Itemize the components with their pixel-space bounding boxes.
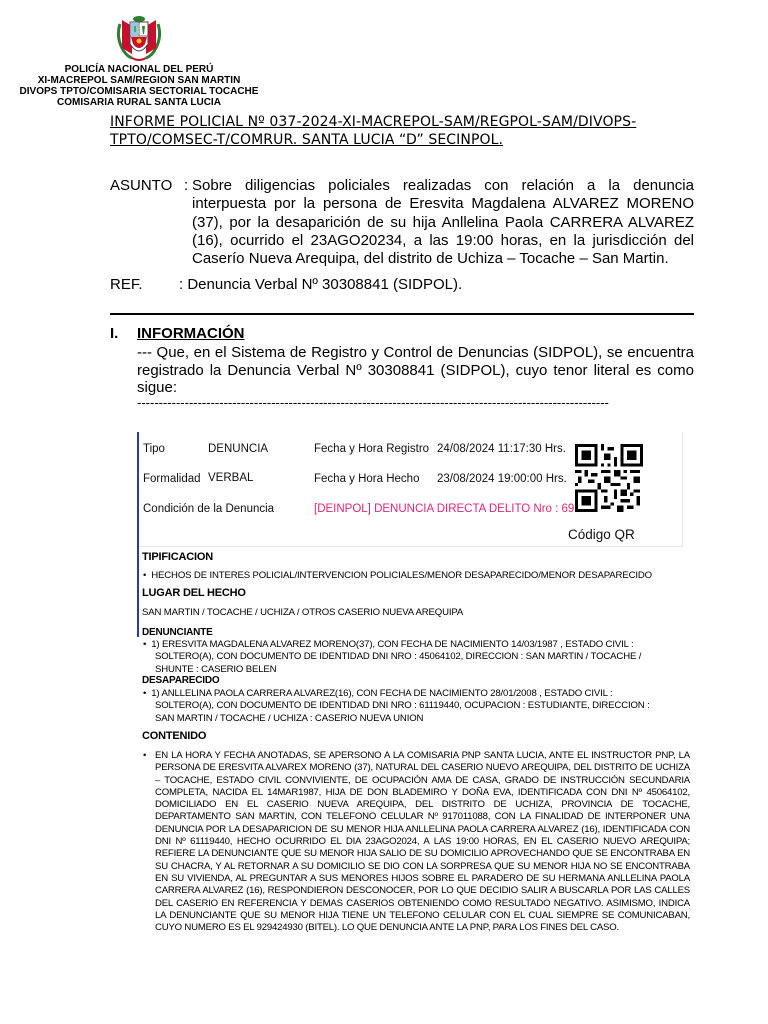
desaparecido-title: DESAPARECIDO	[142, 675, 220, 686]
lugar-value: SAN MARTIN / TOCACHE / UCHIZA / OTROS CASERIO NUEVA AREQUIPA	[142, 607, 464, 618]
header-line-2: XI-MACREPOL SAM/REGION SAN MARTIN	[37, 75, 241, 86]
fecha-hecho-label: Fecha y Hora Hecho	[314, 473, 420, 485]
qr-code-label: Código QR	[568, 527, 635, 542]
contenido-title: CONTENIDO	[142, 730, 207, 742]
denunciante-line-1: 1) ERESVITA MAGDALENA ALVAREZ MORENO(37), CON FECHA DE NACIMIENTO 14/03/1987 , ESTADO CIVIL :	[151, 639, 634, 650]
bullet-icon: •	[143, 688, 152, 699]
peru-coat-of-arms-icon	[112, 14, 166, 64]
document-title	[110, 113, 700, 149]
desaparecido-line-1: 1) ANLLELINA PAOLA CARRERA ALVAREZ(16), CON FECHA DE NACIMIENTO 28/01/2008 , ESTADO CIVIL :	[151, 688, 613, 699]
condicion-value: [DEINPOL] DENUNCIA DIRECTA DELITO Nro : 69	[314, 503, 575, 515]
denunciante-line-2: SOLTERO(A), CON DOCUMENTO DE IDENTIDAD DNI NRO : 45064102, DIRECCION : SAN MARTIN / TOCACHE /	[155, 651, 642, 663]
formalidad-label: Formalidad	[143, 473, 201, 485]
denunciante-item	[143, 639, 641, 676]
section-title: INFORMACIÓN	[137, 325, 245, 342]
formalidad-value: VERBAL	[208, 472, 254, 484]
desaparecido-line-2: SOLTERO(A), CON DOCUMENTO DE IDENTIDAD DNI NRO : 61119440, OCUPACION : ESTUDIANTE, DIRECCION :	[155, 700, 650, 712]
bullet-icon: •	[143, 570, 152, 581]
dash-separator: -------------------------------------------------------------------------------------------------------------	[137, 396, 609, 410]
bullet-icon: •	[143, 750, 147, 761]
tipificacion-text: HECHOS DE INTERES POLICIAL/INTERVENCION POLICIALES/MENOR DESAPARECIDO/MENOR DESAPARECIDO	[151, 570, 652, 581]
desaparecido-item	[143, 688, 650, 725]
tipificacion-title: TIPIFICACION	[142, 551, 213, 563]
header-line-1: POLICÍA NACIONAL DEL PERÚ	[64, 64, 214, 75]
asunto-text: Sobre diligencias policiales realizadas con relación a la denuncia interpuesta por la persona de Eresvita Magdalena ALVAREZ MORENO (37), por la desaparición de su hija Anllelina Paola CARRERA ALVAREZ (16), ocurrido el 23AGO20234, a las 19:00 horas, en la jurisdicción del Caserío Nueva Arequipa, del distrito de Uchiza – Tocache – San Martin.	[192, 177, 694, 268]
denunciante-title: DENUNCIANTE	[142, 627, 213, 638]
ref-label: REF.	[110, 276, 143, 293]
fecha-hecho-value: 23/08/2024 19:00:00 Hrs.	[437, 473, 567, 485]
title-line-2: TPTO/COMSEC-T/COMRUR. SANTA LUCIA “D” SECINPOL.	[110, 132, 504, 148]
tipo-label: Tipo	[143, 443, 165, 455]
section-number: I.	[110, 325, 119, 342]
bullet-icon: •	[143, 639, 152, 650]
section-intro: --- Que, en el Sistema de Registro y Control de Denuncias (SIDPOL), se encuentra registrado la Denuncia Verbal Nº 30308841 (SIDPOL), cuyo tenor literal es como sigue:	[137, 344, 694, 396]
tipificacion-item	[143, 570, 652, 582]
fecha-registro-value: 24/08/2024 11:17:30 Hrs.	[437, 443, 566, 455]
horizontal-divider	[110, 313, 694, 315]
lugar-title: LUGAR DEL HECHO	[142, 587, 246, 599]
sidpol-left-bar	[137, 432, 139, 637]
condicion-label: Condición de la Denuncia	[143, 503, 275, 515]
ref-text: : Denuncia Verbal Nº 30308841 (SIDPOL).	[179, 276, 463, 293]
asunto-colon: :	[184, 177, 189, 194]
contenido-text: EN LA HORA Y FECHA ANOTADAS, SE APERSONO A LA COMISARIA PNP SANTA LUCIA, ANTE EL INSTRUCTOR PNP, LA PERSONA DE ERESVITA ALVAREX MORENO (37), NATURAL DEL CASERIO NUEVO AREQUIPA, DEL DISTRITO DE UCHIZA – TOCACHE, ESTADO CIVIL CONVIVIENTE, DE OCUPACIÓN AMA DE CASA, GRADO DE INSTRUCCIÓN SECUNDARIA COMPLETA, NACIDA EL 14MAR1987, HIJA DE DON BLADEMIRO Y DOÑA EVA, IDENTIFICADA CON DNI Nº 45064102, DOMICILIADO EN EL CASERIO NUEVA AREQUIPA, DEL DISTRITO DE UCHIZA, PROVINCIA DE TOCACHE, DEPARTAMENTO SAN MARTIN, CON TELEFONO CELULAR Nº 917011088, CON LA FINALIDAD DE INTERPONER UNA DENUNCIA POR LA DESAPARICION DE SU MENOR HIJA ANLLELINA PAOLA CARRERA ALVAREZ (16), IDENTIFICADA CON DNI Nº 61119440, HECHO OCURRIDO EL DIA 23AGO2024, A LAS 19:00 HORAS, EN EL CASERIO NUEVO AREQUIPA; REFIERE LA DENUNCIANTE QUE SU MENOR HIJA SALIO DE SU DOMICILIO APROVECHANDO QUE SE ENCONTRABA EN SU CHACRA, Y AL RETORNAR A SU DOMICILIO SE DIO CON LA SORPRESA QUE SU MENOR HIJA NO SE ENCONTRABA EN SU VIVIENDA, AL PREGUNTAR A SUS MENORES HIJOS SOBRE EL PARADERO DE SU HERMANA ANLLELINA PAOLA CARRERA ALVAREZ (16), RESPONDIERON DESCONOCER, POR LO QUE DECIDIO SALIR A BUSCARLA POR LAS CALLES DEL CASERIO EN REFERENCIA Y DEMAS CASERIOS OBTENIENDO COMO RESULTADO NEGATIVO. ASIMISMO, INDICA LA DENUNCIANTE QUE SU MENOR HIJA TIENE UN TELEFONO CELULAR CON EL CUAL SIEMPRE SE COMUNICABAN, CUYO NUMERO ES EL 929424930 (BITEL). LO QUE DENUNCIA ANTE LA PNP, PARA LOS FINES DEL CASO.	[155, 750, 690, 934]
header-line-3: DIVOPS TPTO/COMISARIA SECTORIAL TOCACHE	[19, 86, 259, 97]
title-line-1: INFORME POLICIAL Nº 037-2024-XI-MACREPOL-SAM/REGPOL-SAM/DIVOPS-	[110, 114, 637, 130]
desaparecido-line-3: SAN MARTIN / TOCACHE / UCHIZA : CASERIO NUEVA UNION	[155, 712, 424, 724]
asunto-label: ASUNTO	[110, 177, 173, 194]
qr-code-icon	[575, 442, 643, 514]
tipo-value: DENUNCIA	[208, 443, 269, 455]
fecha-registro-label: Fecha y Hora Registro	[314, 443, 430, 455]
header-line-4: COMISARIA RURAL SANTA LUCIA	[57, 97, 221, 108]
denunciante-line-3: SHUNTE : CASERIO BELEN	[155, 663, 277, 675]
